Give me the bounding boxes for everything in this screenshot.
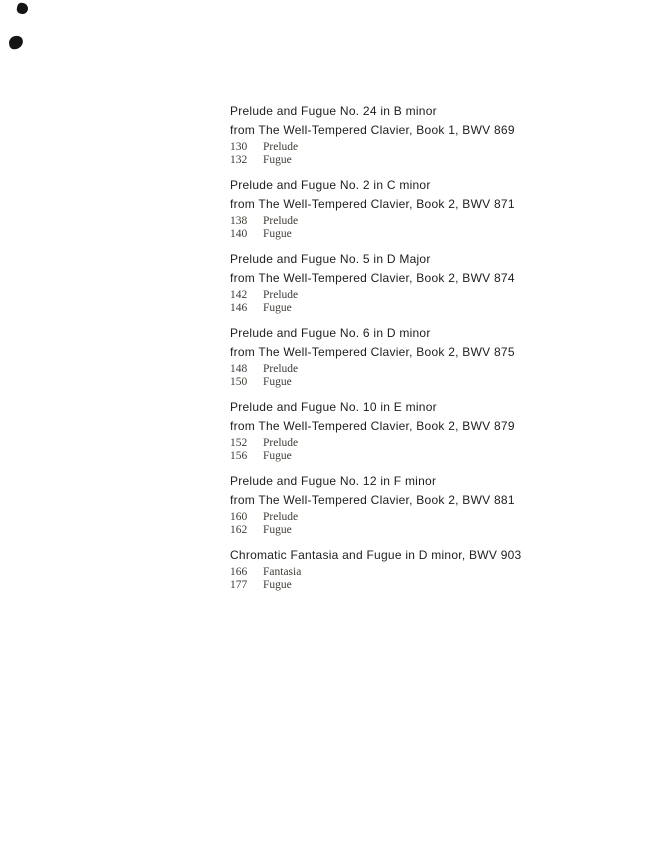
entry-page-number: 162 bbox=[230, 524, 248, 536]
entry-page-number: 150 bbox=[230, 376, 248, 388]
entry-page-number: 156 bbox=[230, 450, 248, 462]
entry-movement-label: Fugue bbox=[263, 302, 292, 314]
work-source: from The Well-Tempered Clavier, Book 2, BWV 879 bbox=[230, 419, 515, 433]
entry-page-number: 177 bbox=[230, 579, 248, 591]
entry-page-number: 146 bbox=[230, 302, 248, 314]
toc-entry bbox=[230, 524, 530, 537]
work-source: from The Well-Tempered Clavier, Book 2, BWV 881 bbox=[230, 493, 515, 507]
work-title: Prelude and Fugue No. 12 in F minor bbox=[230, 474, 437, 488]
entry-movement-label: Fugue bbox=[263, 579, 292, 591]
entry-page-number: 138 bbox=[230, 215, 248, 227]
entry-movement-label: Prelude bbox=[263, 141, 299, 153]
toc-entry bbox=[230, 511, 530, 524]
toc-entry bbox=[230, 228, 530, 241]
toc-section bbox=[230, 324, 530, 389]
entry-movement-label: Prelude bbox=[263, 363, 299, 375]
work-title: Prelude and Fugue No. 24 in B minor bbox=[230, 104, 437, 118]
toc-section bbox=[230, 250, 530, 315]
toc-section bbox=[230, 546, 530, 592]
entry-movement-label: Prelude bbox=[263, 437, 299, 449]
work-source: from The Well-Tempered Clavier, Book 2, BWV 874 bbox=[230, 271, 515, 285]
toc-section bbox=[230, 176, 530, 241]
toc-section bbox=[230, 398, 530, 463]
entry-page-number: 160 bbox=[230, 511, 248, 523]
work-source: from The Well-Tempered Clavier, Book 1, BWV 869 bbox=[230, 123, 515, 137]
entry-movement-label: Prelude bbox=[263, 215, 299, 227]
toc-section bbox=[230, 102, 530, 167]
toc-section bbox=[230, 472, 530, 537]
entry-page-number: 148 bbox=[230, 363, 248, 375]
toc-entry bbox=[230, 566, 530, 579]
work-title: Chromatic Fantasia and Fugue in D minor, BWV 903 bbox=[230, 548, 522, 562]
table-of-contents bbox=[230, 102, 530, 601]
entry-movement-label: Fugue bbox=[263, 450, 292, 462]
work-title: Prelude and Fugue No. 6 in D minor bbox=[230, 326, 431, 340]
entry-page-number: 130 bbox=[230, 141, 248, 153]
entry-list bbox=[230, 363, 530, 389]
scan-artifact-mark bbox=[8, 35, 24, 50]
entry-movement-label: Fugue bbox=[263, 228, 292, 240]
entry-movement-label: Fugue bbox=[263, 376, 292, 388]
toc-entry bbox=[230, 141, 530, 154]
entry-page-number: 140 bbox=[230, 228, 248, 240]
toc-entry bbox=[230, 376, 530, 389]
work-title: Prelude and Fugue No. 2 in C minor bbox=[230, 178, 431, 192]
toc-entry bbox=[230, 437, 530, 450]
work-source: from The Well-Tempered Clavier, Book 2, BWV 871 bbox=[230, 197, 515, 211]
entry-movement-label: Fugue bbox=[263, 154, 292, 166]
entry-list bbox=[230, 215, 530, 241]
toc-entry bbox=[230, 302, 530, 315]
entry-page-number: 132 bbox=[230, 154, 248, 166]
entry-list bbox=[230, 566, 530, 592]
work-title: Prelude and Fugue No. 5 in D Major bbox=[230, 252, 431, 266]
entry-page-number: 166 bbox=[230, 566, 248, 578]
entry-list bbox=[230, 289, 530, 315]
entry-list bbox=[230, 141, 530, 167]
entry-list bbox=[230, 437, 530, 463]
toc-entry bbox=[230, 154, 530, 167]
toc-entry bbox=[230, 579, 530, 592]
toc-entry bbox=[230, 289, 530, 302]
work-title: Prelude and Fugue No. 10 in E minor bbox=[230, 400, 437, 414]
entry-page-number: 142 bbox=[230, 289, 248, 301]
entry-page-number: 152 bbox=[230, 437, 248, 449]
toc-entry bbox=[230, 450, 530, 463]
scan-artifact-mark bbox=[16, 2, 29, 15]
toc-entry bbox=[230, 215, 530, 228]
entry-movement-label: Fugue bbox=[263, 524, 292, 536]
toc-entry bbox=[230, 363, 530, 376]
entry-movement-label: Fantasia bbox=[263, 566, 302, 578]
entry-list bbox=[230, 511, 530, 537]
work-source: from The Well-Tempered Clavier, Book 2, BWV 875 bbox=[230, 345, 515, 359]
entry-movement-label: Prelude bbox=[263, 289, 299, 301]
entry-movement-label: Prelude bbox=[263, 511, 299, 523]
